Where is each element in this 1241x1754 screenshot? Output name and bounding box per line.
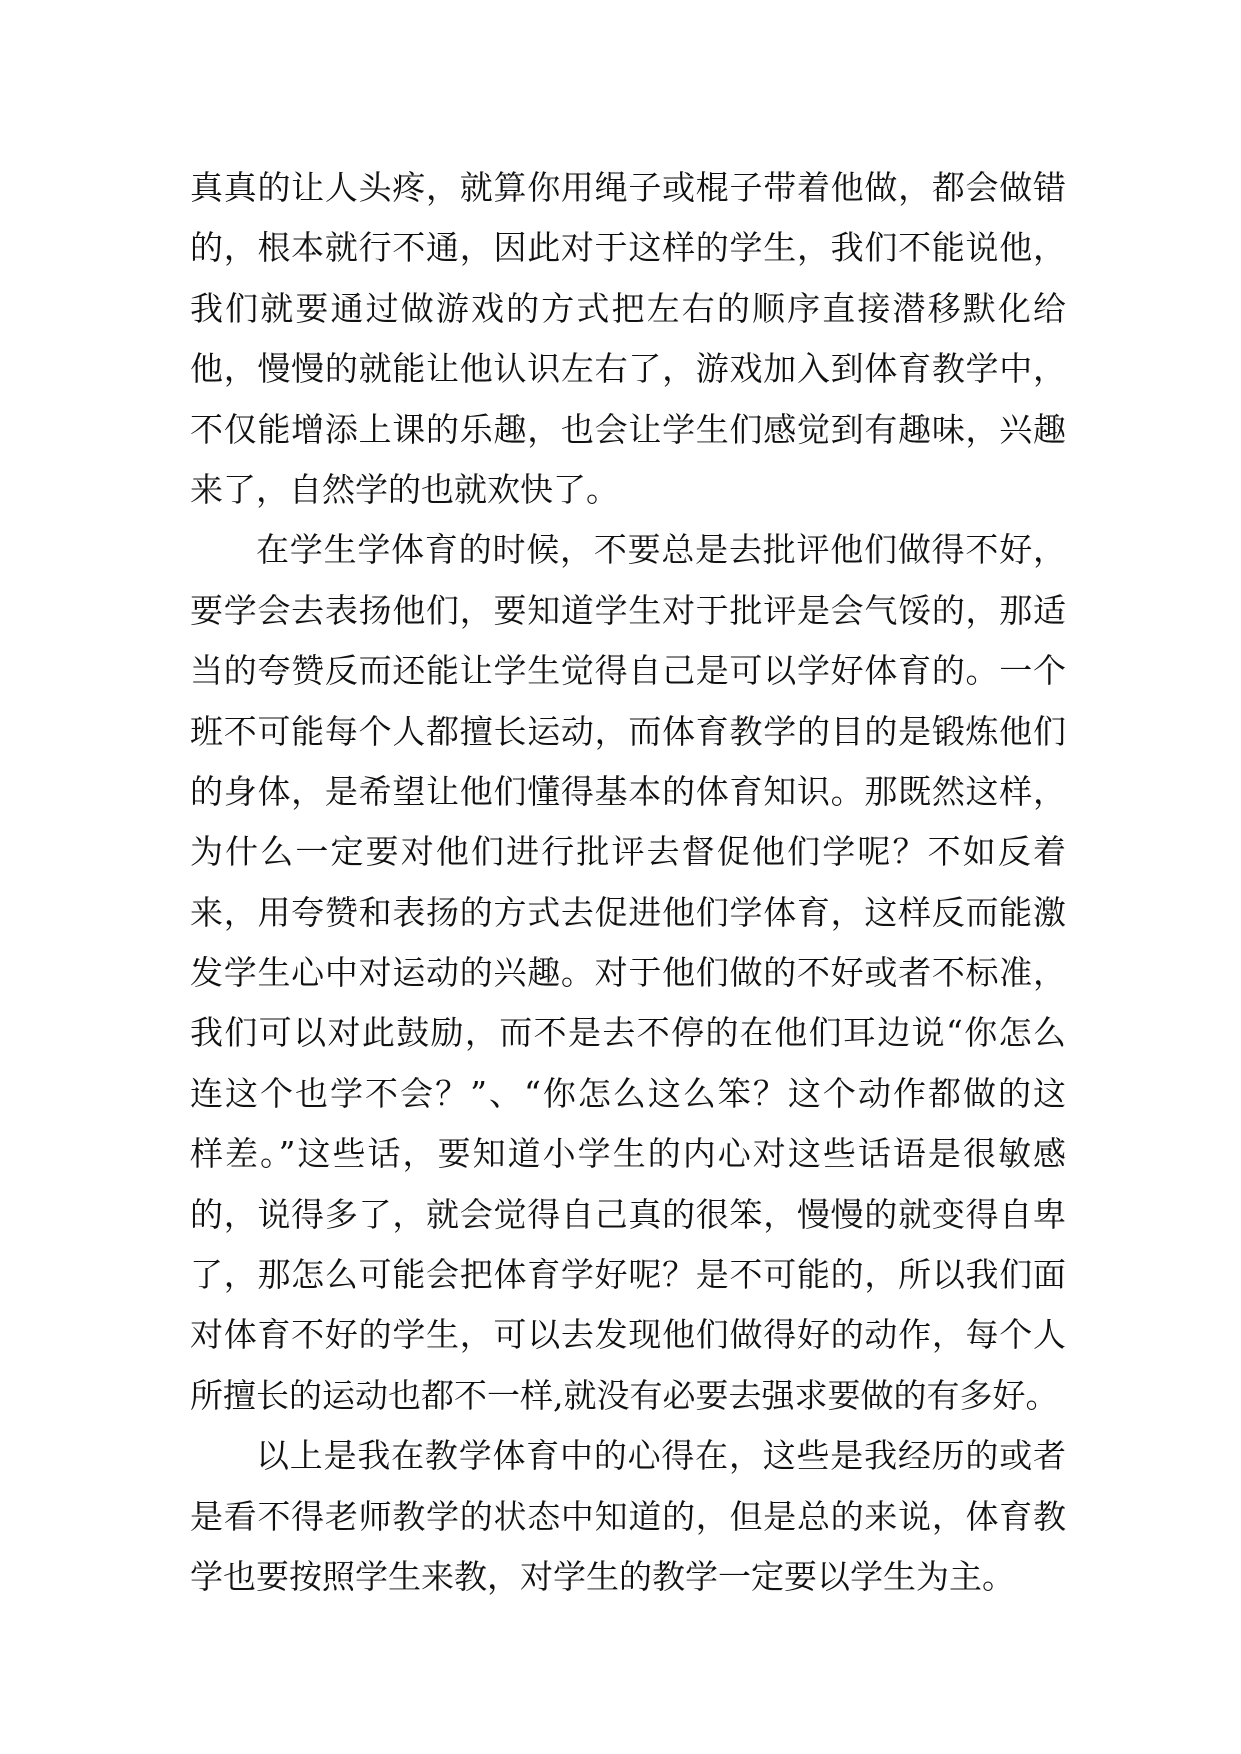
text-line: 是看不得老师教学的状态中知道的，但是总的来说，体育教 (190, 1496, 1066, 1536)
text-line: 真真的让人头疼，就算你用绳子或棍子带着他做，都会做错 (190, 168, 1066, 207)
text-line: 在学生学体育的时候，不要总是去批评他们做得不好， (256, 530, 1066, 570)
text-line: 的身体，是希望让他们懂得基本的体育知识。那既然这样， (190, 771, 1066, 811)
text-line: 我们就要通过做游戏的方式把左右的顺序直接潜移默化给 (190, 288, 1066, 328)
text-line: 连这个也学不会？”、“你怎么这么笨？这个动作都做的这 (190, 1073, 1066, 1113)
text-line: 的，根本就行不通，因此对于这样的学生，我们不能说他， (190, 228, 1066, 268)
body-text (190, 158, 1066, 1607)
text-line: 为什么一定要对他们进行批评去督促他们学呢？不如反着 (190, 832, 1066, 872)
text-line: 发学生心中对运动的兴趣。对于他们做的不好或者不标准， (190, 953, 1066, 993)
text-line: 不仅能增添上课的乐趣，也会让学生们感觉到有趣味，兴趣 (190, 409, 1066, 449)
text-line: 他，慢慢的就能让他认识左右了，游戏加入到体育教学中， (190, 349, 1066, 389)
text-line: 样差。”这些话，要知道小学生的内心对这些话语是很敏感 (190, 1134, 1066, 1174)
text-line: 以上是我在教学体育中的心得在，这些是我经历的或者 (256, 1436, 1066, 1476)
text-line: 来了，自然学的也就欢快了。 (190, 469, 619, 509)
text-line: 所擅长的运动也都不一样,就没有必要去强求要做的有多好。 (190, 1375, 1059, 1415)
text-line: 来，用夸赞和表扬的方式去促进他们学体育，这样反而能激 (190, 892, 1066, 932)
text-line: 的，说得多了，就会觉得自己真的很笨，慢慢的就变得自卑 (190, 1194, 1066, 1234)
text-line: 我们可以对此鼓励，而不是去不停的在他们耳边说“你怎么 (190, 1013, 1066, 1053)
paragraph-1 (190, 158, 1066, 520)
text-line: 对体育不好的学生，可以去发现他们做得好的动作，每个人 (190, 1315, 1066, 1355)
text-line: 要学会去表扬他们，要知道学生对于批评是会气馁的，那适 (190, 590, 1066, 630)
text-line: 当的夸赞反而还能让学生觉得自己是可以学好体育的。一个 (190, 651, 1066, 691)
paragraph-3 (190, 1426, 1066, 1607)
text-line: 了，那怎么可能会把体育学好呢？是不可能的，所以我们面 (190, 1255, 1066, 1295)
text-line: 班不可能每个人都擅长运动，而体育教学的目的是锻炼他们 (190, 711, 1066, 751)
paragraph-2 (190, 520, 1066, 1426)
text-line: 学也要按照学生来教，对学生的教学一定要以学生为主。 (190, 1556, 1015, 1596)
